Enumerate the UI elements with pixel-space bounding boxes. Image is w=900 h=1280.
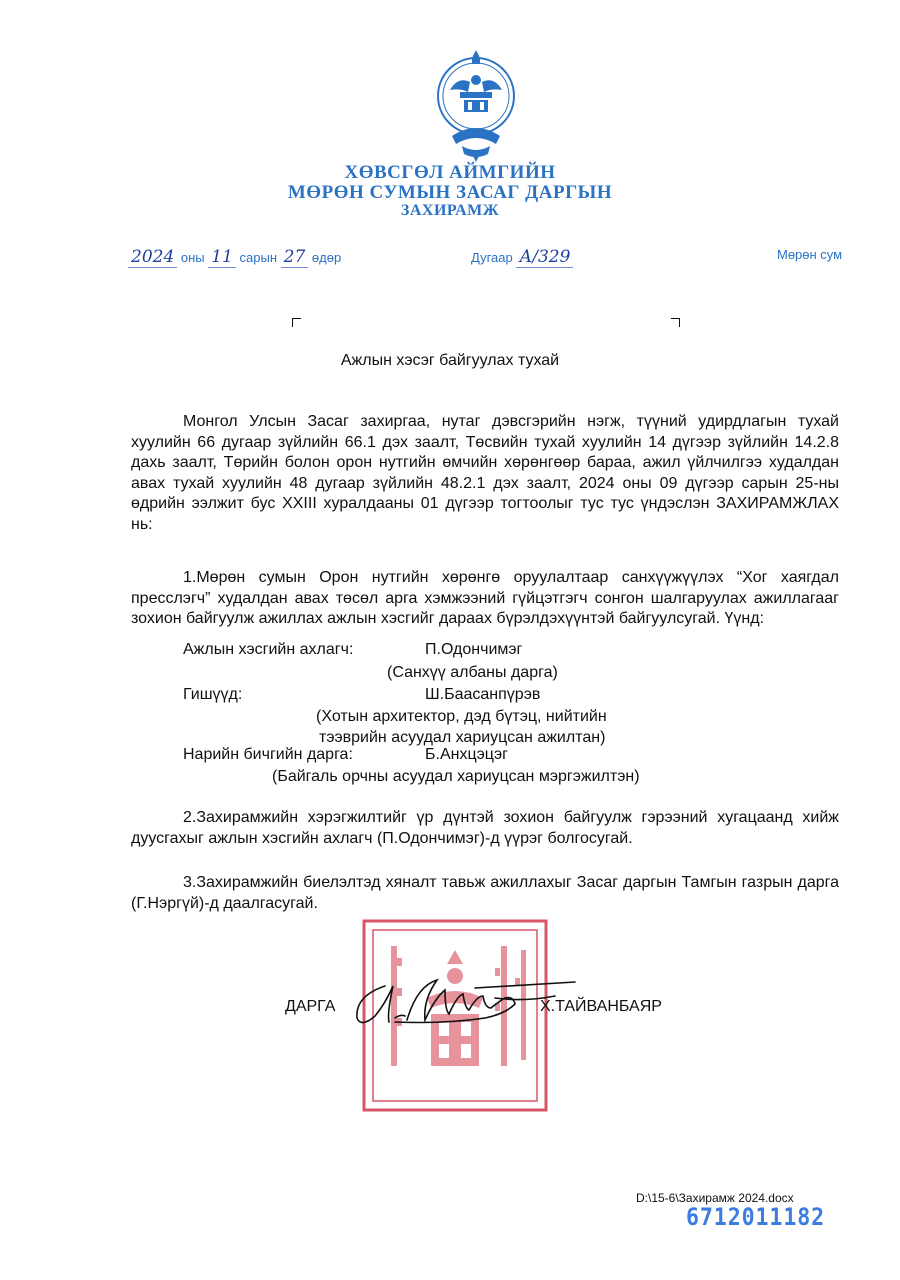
secretary-name: Б.Анхцэцэг [425, 746, 508, 763]
document-place: Мөрөн сум [777, 247, 843, 262]
member-title-line-2: тээврийн асуудал хариуцсан ажилтан) [319, 729, 606, 746]
title-corner-mark-right [671, 318, 680, 327]
document-subject: Ажлын хэсэг байгуулах тухай [340, 352, 560, 369]
clause-1: 1.Мөрөн сумын Орон нутгийн хөрөнгө оруулалтаар санхүүжүүлэх “Хог хаягдал пресслэгч” худалдан авах төсөл арга хэмжээний гүйцэтгэгч сонгон шалгаруулах ажиллагааг зохион байгуулж ажиллах ажлын хэсгийг дараах бүрэлдэхүүнтэй байгуулсугай. Үүнд: [131, 569, 839, 627]
org-name-line-1: ХӨВСГӨЛ АЙМГИЙН [344, 162, 556, 183]
file-path: D:\15-6\Захирамж 2024.docx [636, 1191, 794, 1205]
date-month: 11 [208, 247, 236, 268]
org-name-line-2: МӨРӨН СУМЫН ЗАСАГ ДАРГЫН [287, 182, 613, 203]
clause-3: 3.Захирамжийн биелэлтэд хяналт тавьж ажиллахыг Засаг даргын Тамгын газрын дарга (Г.Нэргүй)-д даалгасугай. [131, 874, 839, 912]
leader-title: (Санхүү албаны дарга) [387, 664, 558, 681]
number-value: А/329 [516, 247, 573, 268]
leader-name: П.Одончимэг [425, 641, 523, 658]
secretary-role: Нарийн бичгийн дарга: [183, 746, 353, 763]
document-number [471, 247, 573, 267]
leader-role: Ажлын хэсгийн ахлагч: [183, 641, 354, 658]
mongolia-state-emblem-icon [432, 44, 520, 164]
clause-2: 2.Захирамжийн хэрэгжилтийг үр дүнтэй зохион байгуулж гэрээний хугацаанд хийж дуусгахыг ажлын хэсгийн ахлагч (П.Одончимэг)-д үүрэг болгосугай. [131, 809, 839, 847]
document-type: ЗАХИРАМЖ [400, 202, 500, 219]
signatory-title: ДАРГА [285, 998, 336, 1015]
members-role: Гишүүд: [183, 686, 243, 703]
date-year: 2024 [128, 247, 177, 268]
member-title-line-1: (Хотын архитектор, дэд бүтэц, нийтийн [316, 708, 607, 725]
member-name: Ш.Баасанпүрэв [425, 686, 541, 703]
intro-paragraph: Монгол Улсын Засаг захиргаа, нутаг дэвсгэрийн нэгж, түүний удирдлагын тухай хуулийн 66 дугаар зүйлийн 66.1 дэх заалт, Төсвийн тухай хуулийн 14 дүгээр зүйлийн 14.2.8 дахь заалт, Төрийн болон орон нутгийн өмчийн хөрөнгөөр бараа, ажил үйлчилгээ худалдан авах тухай хуулийн 48 дугаар зүйлийн 48.2.1 дэх заалт, 2024 оны 09 дүгээр сарын 25-ны өдрийн ээлжит бус XXIII хуралдааны 01 дүгээр тогтоолыг тус тус үндэслэн ЗАХИРАМЖЛАХ нь: [131, 413, 839, 533]
title-corner-mark-left [292, 318, 301, 327]
date-month-label: сарын [239, 250, 278, 265]
number-label: Дугаар [471, 250, 513, 265]
date-day: 27 [281, 247, 309, 268]
signatory-name: Х.ТАЙВАНБАЯР [540, 998, 662, 1015]
document-date [128, 247, 341, 267]
date-day-label: өдөр [311, 250, 342, 265]
secretary-title: (Байгаль орчны асуудал хариуцсан мэргэжилтэн) [272, 768, 640, 785]
date-year-label: оны [180, 250, 205, 265]
serial-number: 6712011182 [686, 1203, 826, 1231]
